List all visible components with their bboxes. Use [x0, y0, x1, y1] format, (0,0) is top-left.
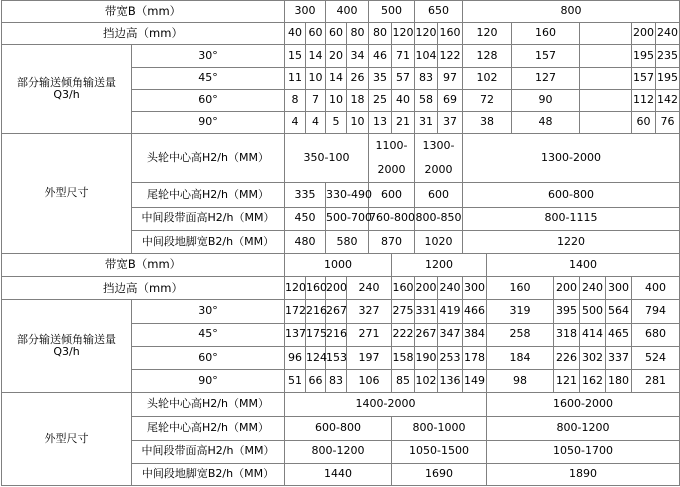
- s1-value: 35: [369, 67, 392, 89]
- s2-value: 680: [632, 323, 680, 346]
- s2-flange-cell: 200: [415, 277, 438, 300]
- s1-value: 157: [512, 45, 580, 67]
- s1-value: 112: [632, 89, 656, 111]
- s2-head-row: [2, 393, 680, 417]
- s1-value: 195: [632, 45, 656, 67]
- s1-value: 122: [438, 45, 463, 67]
- s2-flange-cell: 160: [306, 277, 326, 300]
- s2-flange-cell: 160: [392, 277, 415, 300]
- s1-middle-label: 中间段带面高H2/h（MM）: [132, 207, 285, 230]
- s1-flange-cell-empty: [580, 23, 632, 45]
- s2-value: 466: [463, 300, 487, 323]
- s2-value: 384: [463, 323, 487, 346]
- s2-value: 162: [580, 369, 606, 392]
- s2-foot-value: 1690: [392, 463, 487, 485]
- s2-value: 327: [347, 300, 392, 323]
- s2-value: 524: [632, 346, 680, 369]
- s2-value: 66: [306, 369, 326, 392]
- s1-value: 90: [512, 89, 580, 111]
- s1-angle-60: 60°: [132, 89, 285, 111]
- s2-flange-cell: 200: [554, 277, 580, 300]
- s2-value: 253: [438, 346, 463, 369]
- s1-angle-row: [2, 45, 680, 67]
- s2-head-label: 头轮中心高H2/h（MM）: [132, 393, 285, 417]
- s1-flange-cell: 120: [463, 23, 512, 45]
- s2-foot-value: 1890: [487, 463, 680, 485]
- s2-flange-label: 挡边高（mm）: [2, 277, 285, 300]
- s1-value: 48: [512, 111, 580, 133]
- s2-capacity-label-line2: Q3/h: [53, 345, 80, 359]
- s1-tail-value: 330-490: [326, 183, 369, 207]
- s2-middle-value: 800-1200: [285, 440, 392, 463]
- s1-value: 142: [656, 89, 680, 111]
- s1-capacity-label-line1: 部分输送倾角输送量: [17, 75, 116, 89]
- s2-value: 794: [632, 300, 680, 323]
- s1-value: 58: [415, 89, 438, 111]
- s2-value: 275: [392, 300, 415, 323]
- s2-value: 347: [438, 323, 463, 346]
- s1-value: 76: [656, 111, 680, 133]
- s2-value: 318: [554, 323, 580, 346]
- s1-value: 11: [285, 67, 306, 89]
- s1-flange-cell: 200: [632, 23, 656, 45]
- s1-foot-label: 中间段地脚宽B2/h（MM）: [132, 230, 285, 253]
- s1-flange-cell: 60: [306, 23, 326, 45]
- s1-tail-value: 600: [369, 183, 415, 207]
- belt-conveyor-spec-table: [1, 0, 680, 486]
- s2-value: 222: [392, 323, 415, 346]
- s1-value: 38: [463, 111, 512, 133]
- s1-value: 46: [369, 45, 392, 67]
- s1-value: 102: [463, 67, 512, 89]
- s2-value: 180: [606, 369, 632, 392]
- s2-value: 98: [487, 369, 554, 392]
- s1-flange-cell: 80: [369, 23, 392, 45]
- s2-value: 184: [487, 346, 554, 369]
- s2-value: 337: [606, 346, 632, 369]
- s2-dimensions-label: 外型尺寸: [2, 393, 132, 486]
- s1-value: 14: [306, 45, 326, 67]
- s1-width-label: 带宽B（mm）: [2, 1, 285, 23]
- s2-middle-value: 1050-1700: [487, 440, 680, 463]
- s1-value-empty: [580, 45, 632, 67]
- s2-angle-30: 30°: [132, 300, 285, 323]
- s2-capacity-label-line1: 部分输送倾角输送量: [17, 332, 116, 346]
- s1-tail-value: 600-800: [463, 183, 680, 207]
- s1-flange-cell: 120: [415, 23, 438, 45]
- s2-value: 226: [554, 346, 580, 369]
- s2-value: 216: [306, 300, 326, 323]
- s2-middle-label: 中间段带面高H2/h（MM）: [132, 440, 285, 463]
- s1-value: 127: [512, 67, 580, 89]
- s2-tail-value: 800-1000: [392, 417, 487, 440]
- s2-flange-row: [2, 277, 680, 300]
- s1-middle-value: 800-1115: [463, 207, 680, 230]
- s1-value-empty: [580, 89, 632, 111]
- s2-value: 172: [285, 300, 306, 323]
- s2-width-1400: 1400: [487, 254, 680, 277]
- s2-value: 267: [326, 300, 347, 323]
- s1-value: 20: [326, 45, 347, 67]
- s1-width-800: 800: [463, 1, 680, 23]
- s2-value: 281: [632, 369, 680, 392]
- s1-middle-value: 800-850: [415, 207, 463, 230]
- s1-value: 26: [347, 67, 369, 89]
- s1-flange-cell: 60: [326, 23, 347, 45]
- s2-foot-value: 1440: [285, 463, 392, 485]
- s1-value: 7: [306, 89, 326, 111]
- s1-value: 37: [438, 111, 463, 133]
- s2-tail-value: 800-1200: [487, 417, 680, 440]
- s1-head-value: 1300-2000: [463, 134, 680, 183]
- s2-value: 216: [326, 323, 347, 346]
- s1-angle-90: 90°: [132, 111, 285, 133]
- s2-value: 319: [487, 300, 554, 323]
- s1-width-650: 650: [415, 1, 463, 23]
- s2-value: 419: [438, 300, 463, 323]
- s2-flange-cell: 240: [438, 277, 463, 300]
- s2-value: 121: [554, 369, 580, 392]
- s2-value: 85: [392, 369, 415, 392]
- s1-head-value: 1100-2000: [369, 134, 415, 183]
- s2-flange-cell: 240: [580, 277, 606, 300]
- s1-middle-value: 500-700: [326, 207, 369, 230]
- s2-value: 395: [554, 300, 580, 323]
- s1-value: 25: [369, 89, 392, 111]
- s2-value: 124: [306, 346, 326, 369]
- s1-value: 72: [463, 89, 512, 111]
- s2-value: 137: [285, 323, 306, 346]
- s1-value: 40: [392, 89, 415, 111]
- s1-tail-label: 尾轮中心高H2/h（MM）: [132, 183, 285, 207]
- s1-flange-cell: 40: [285, 23, 306, 45]
- s1-middle-value: 450: [285, 207, 326, 230]
- s1-value: 157: [632, 67, 656, 89]
- s1-angle-45: 45°: [132, 67, 285, 89]
- s2-foot-label: 中间段地脚宽B2/h（MM）: [132, 463, 285, 485]
- s2-value: 271: [347, 323, 392, 346]
- s2-value: 149: [463, 369, 487, 392]
- s2-flange-cell: 240: [347, 277, 392, 300]
- s2-value: 178: [463, 346, 487, 369]
- s2-capacity-label: [2, 300, 132, 393]
- s2-value: 96: [285, 346, 306, 369]
- s2-flange-cell: 300: [463, 277, 487, 300]
- s1-value: 128: [463, 45, 512, 67]
- s2-value: 331: [415, 300, 438, 323]
- s1-foot-value: 580: [326, 230, 369, 253]
- s1-value: 4: [285, 111, 306, 133]
- s1-value: 5: [326, 111, 347, 133]
- s2-flange-cell: 300: [606, 277, 632, 300]
- s2-angle-90: 90°: [132, 369, 285, 392]
- s1-foot-value: 870: [369, 230, 415, 253]
- s1-angle-30: 30°: [132, 45, 285, 67]
- s1-value: 10: [326, 89, 347, 111]
- s2-value: 267: [415, 323, 438, 346]
- s1-capacity-label: [2, 45, 132, 134]
- s1-value: 13: [369, 111, 392, 133]
- s1-value: 10: [347, 111, 369, 133]
- s1-width-row: [2, 1, 680, 23]
- s1-value: 18: [347, 89, 369, 111]
- s1-value: 15: [285, 45, 306, 67]
- s1-flange-cell: 80: [347, 23, 369, 45]
- s2-flange-cell: 120: [285, 277, 306, 300]
- s1-value: 34: [347, 45, 369, 67]
- s1-flange-cell: 160: [438, 23, 463, 45]
- s1-value: 31: [415, 111, 438, 133]
- s1-tail-value: 600: [415, 183, 463, 207]
- s1-value: 21: [392, 111, 415, 133]
- s1-foot-value: 1020: [415, 230, 463, 253]
- s2-value: 175: [306, 323, 326, 346]
- s2-head-value: 1400-2000: [285, 393, 487, 417]
- s2-angle-45: 45°: [132, 323, 285, 346]
- s1-value-empty: [580, 67, 632, 89]
- s2-value: 564: [606, 300, 632, 323]
- s2-flange-cell: 400: [632, 277, 680, 300]
- s1-flange-cell: 160: [512, 23, 580, 45]
- s2-value: 158: [392, 346, 415, 369]
- s2-value: 414: [580, 323, 606, 346]
- s1-value: 57: [392, 67, 415, 89]
- s1-dimensions-label: 外型尺寸: [2, 134, 132, 254]
- s2-width-label: 带宽B（mm）: [2, 254, 285, 277]
- s2-tail-label: 尾轮中心高H2/h（MM）: [132, 417, 285, 440]
- s1-value: 71: [392, 45, 415, 67]
- s1-value-empty: [580, 111, 632, 133]
- s1-flange-label: 挡边高（mm）: [2, 23, 285, 45]
- s2-value: 106: [347, 369, 392, 392]
- s1-flange-row: [2, 23, 680, 45]
- s1-value: 83: [415, 67, 438, 89]
- s1-foot-value: 1220: [463, 230, 680, 253]
- s2-value: 136: [438, 369, 463, 392]
- s2-middle-value: 1050-1500: [392, 440, 487, 463]
- s1-value: 10: [306, 67, 326, 89]
- s1-value: 69: [438, 89, 463, 111]
- s1-value: 8: [285, 89, 306, 111]
- s1-value: 97: [438, 67, 463, 89]
- s2-value: 102: [415, 369, 438, 392]
- s1-head-label: 头轮中心高H2/h（MM）: [132, 134, 285, 183]
- s1-width-500: 500: [369, 1, 415, 23]
- s1-tail-value: 335: [285, 183, 326, 207]
- s1-head-row: [2, 134, 680, 183]
- s2-width-1200: 1200: [392, 254, 487, 277]
- s1-value: 60: [632, 111, 656, 133]
- s1-middle-value: 760-800: [369, 207, 415, 230]
- s2-flange-cell: 200: [326, 277, 347, 300]
- s1-value: 195: [656, 67, 680, 89]
- s2-value: 465: [606, 323, 632, 346]
- s2-angle-row: [2, 300, 680, 323]
- s1-flange-cell: 240: [656, 23, 680, 45]
- s1-value: 235: [656, 45, 680, 67]
- s1-head-value: 1300-2000: [415, 134, 463, 183]
- s1-width-300: 300: [285, 1, 326, 23]
- s2-value: 197: [347, 346, 392, 369]
- s1-head-value: 350-100: [285, 134, 369, 183]
- s2-width-1000: 1000: [285, 254, 392, 277]
- s1-flange-cell: 120: [392, 23, 415, 45]
- s2-value: 51: [285, 369, 306, 392]
- s2-value: 500: [580, 300, 606, 323]
- s1-foot-value: 480: [285, 230, 326, 253]
- s2-angle-60: 60°: [132, 346, 285, 369]
- s1-value: 14: [326, 67, 347, 89]
- s2-flange-cell: 160: [487, 277, 554, 300]
- s2-value: 153: [326, 346, 347, 369]
- s2-value: 83: [326, 369, 347, 392]
- s1-value: 4: [306, 111, 326, 133]
- s2-tail-value: 600-800: [285, 417, 392, 440]
- s2-value: 302: [580, 346, 606, 369]
- s2-width-row: [2, 254, 680, 277]
- s1-capacity-label-line2: Q3/h: [53, 88, 80, 102]
- s2-head-value: 1600-2000: [487, 393, 680, 417]
- s1-width-400: 400: [326, 1, 369, 23]
- s2-value: 190: [415, 346, 438, 369]
- s1-value: 104: [415, 45, 438, 67]
- s2-value: 258: [487, 323, 554, 346]
